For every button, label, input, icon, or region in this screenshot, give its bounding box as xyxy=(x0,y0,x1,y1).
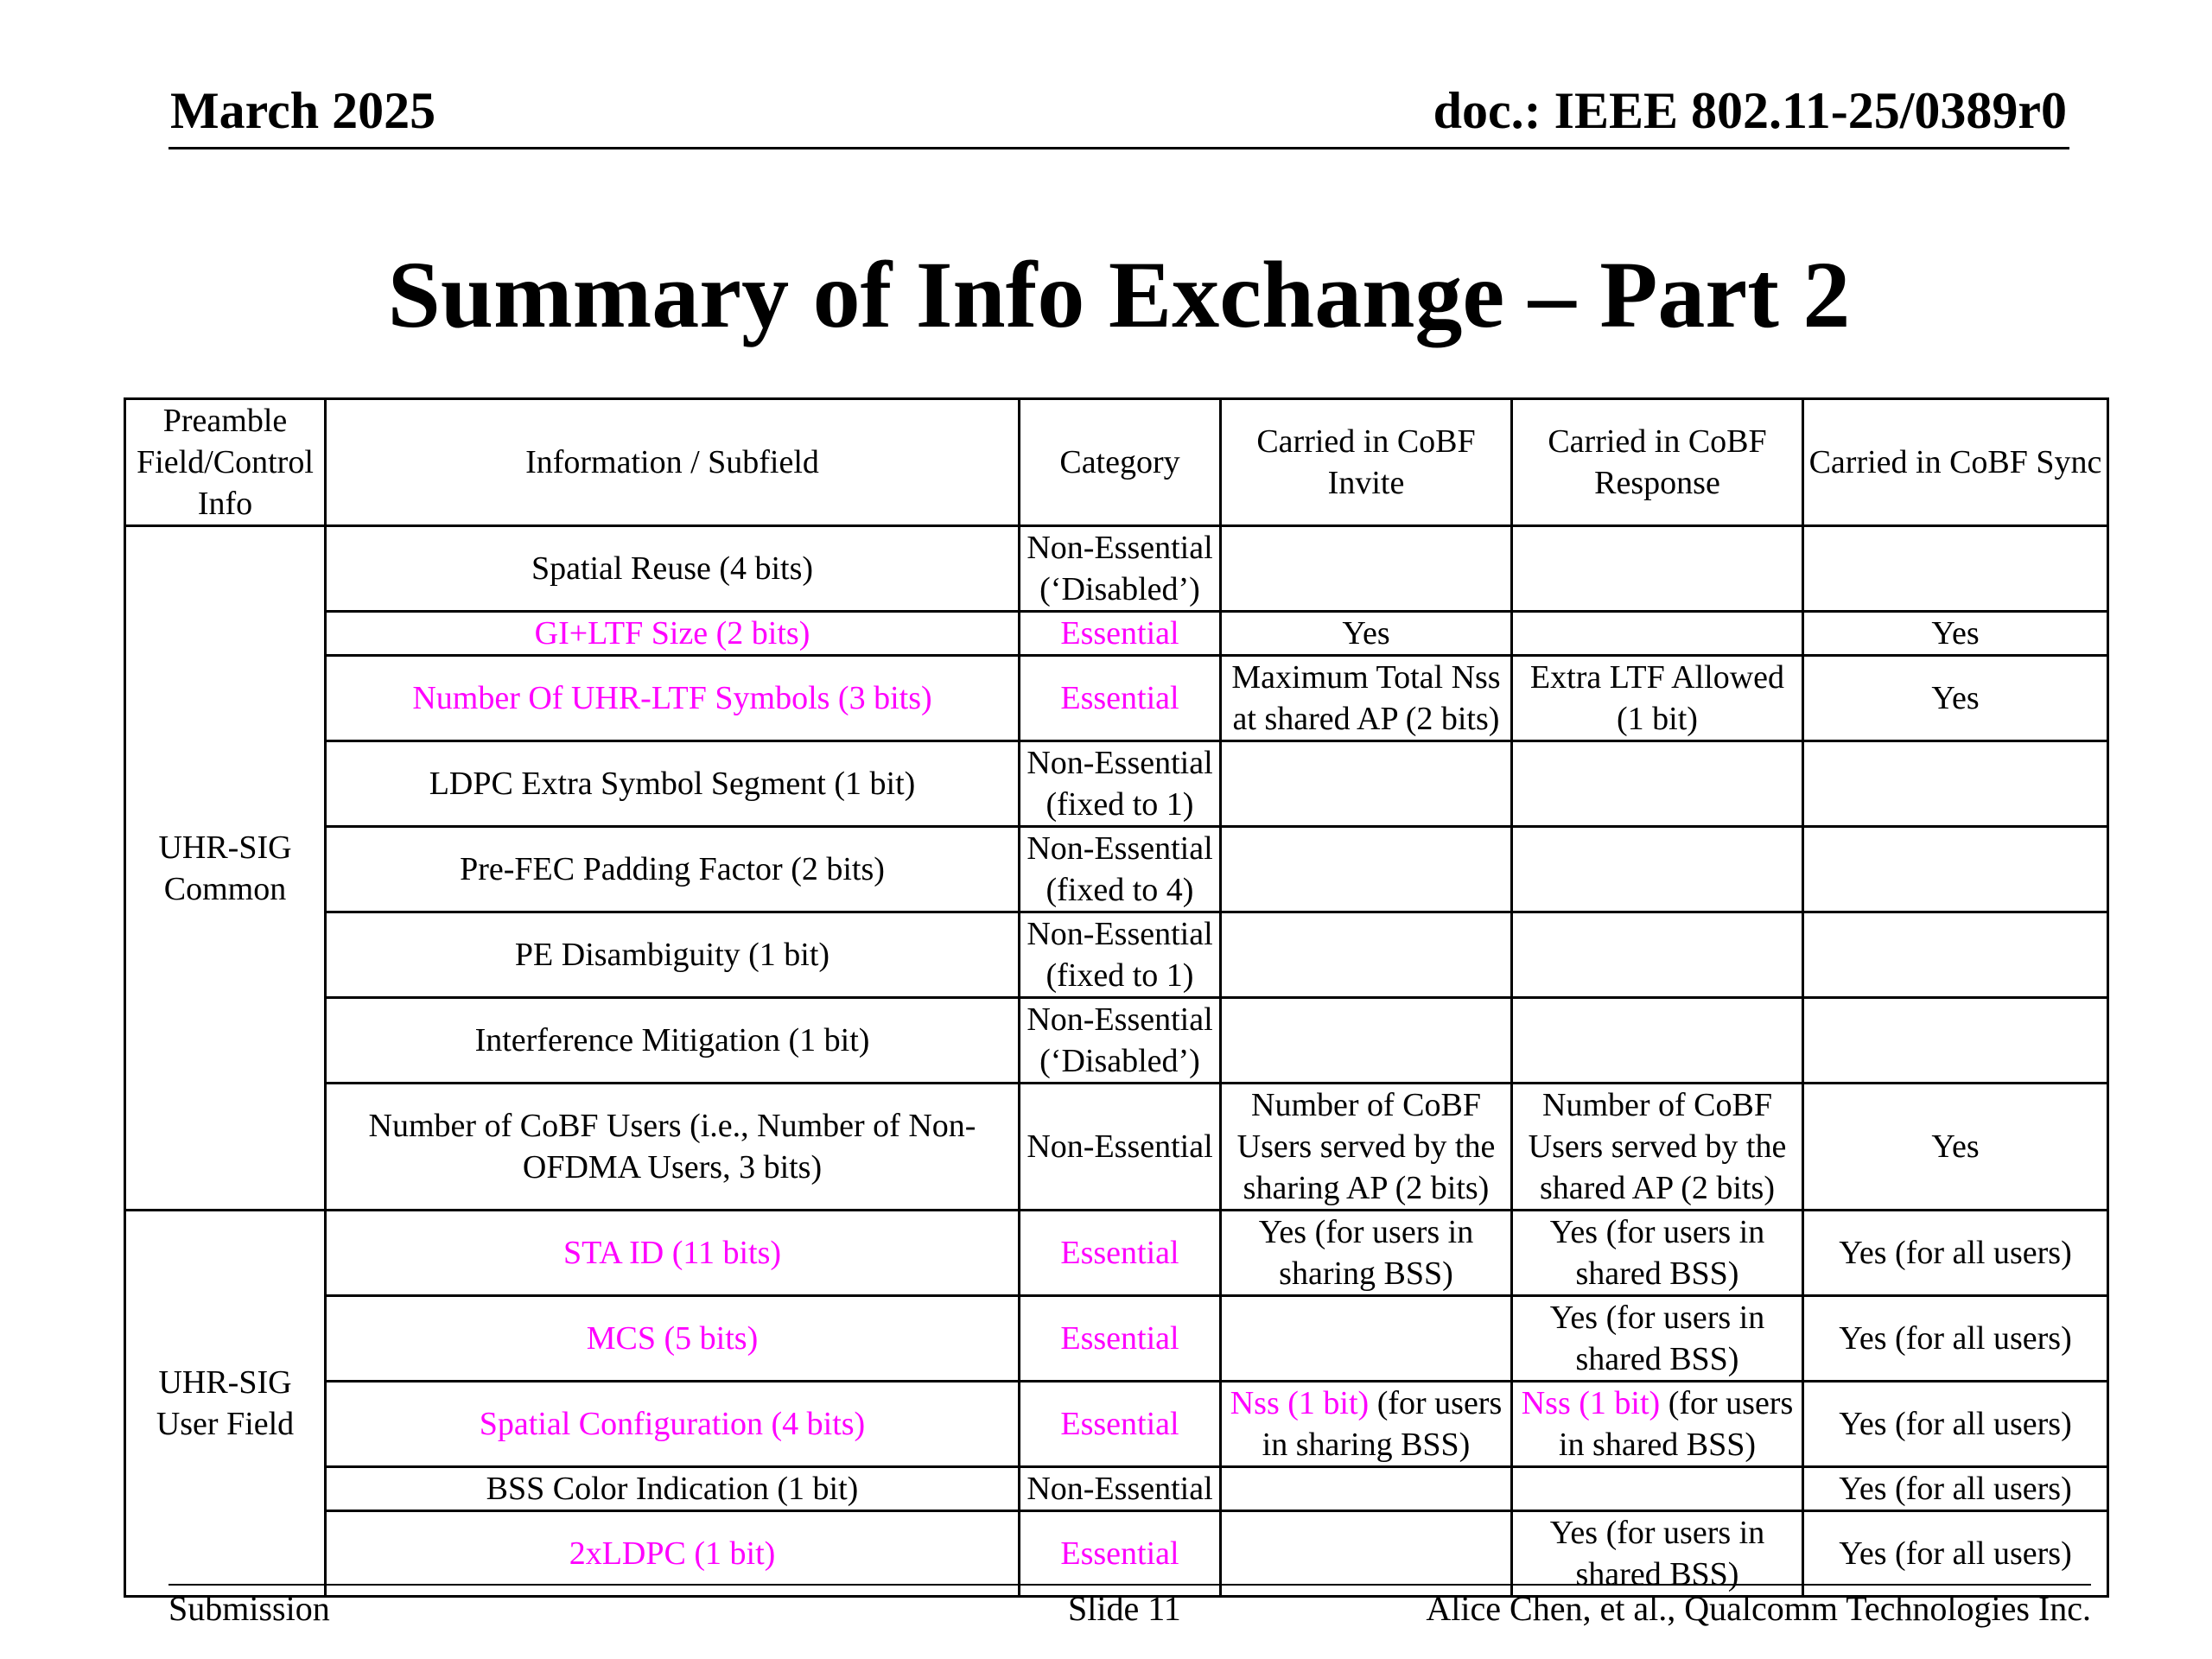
table-row xyxy=(125,1467,2108,1511)
cell-category: Essential xyxy=(1020,1296,1221,1382)
table-row xyxy=(125,1211,2108,1296)
cell-sync: Yes (for all users) xyxy=(1803,1296,2108,1382)
cell-sync xyxy=(1803,998,2108,1084)
cell-response: Yes (for users in shared BSS) xyxy=(1512,1211,1803,1296)
cell-response: Number of CoBF Users served by the shared AP (2 bits) xyxy=(1512,1084,1803,1211)
cell-response: Yes (for users in shared BSS) xyxy=(1512,1511,1803,1597)
cell-category: Essential xyxy=(1020,1511,1221,1597)
cell-category: Essential xyxy=(1020,1211,1221,1296)
cell-info: Spatial Configuration (4 bits) xyxy=(326,1382,1020,1467)
cell-category: Non-Essential (fixed to 4) xyxy=(1020,827,1221,912)
cell-info: GI+LTF Size (2 bits) xyxy=(326,612,1020,656)
cell-sync: Yes xyxy=(1803,612,2108,656)
response-nss-highlight: Nss (1 bit) xyxy=(1521,1385,1661,1421)
slide-title: Summary of Info Exchange – Part 2 xyxy=(387,242,1851,347)
table-row xyxy=(125,1296,2108,1382)
cell-invite xyxy=(1221,1467,1512,1511)
cell-info: STA ID (11 bits) xyxy=(326,1211,1020,1296)
cell-info: BSS Color Indication (1 bit) xyxy=(326,1467,1020,1511)
cell-response xyxy=(1512,741,1803,827)
cell-info: Spatial Reuse (4 bits) xyxy=(326,526,1020,612)
cell-response xyxy=(1512,827,1803,912)
table-row xyxy=(125,612,2108,656)
cell-invite xyxy=(1221,1382,1512,1467)
invite-nss-note: (for users in sharing BSS) xyxy=(1262,1385,1503,1463)
cell-response xyxy=(1512,912,1803,998)
table-header-row xyxy=(125,399,2108,526)
cell-invite xyxy=(1221,998,1512,1084)
footer-authors: Alice Chen, et al., Qualcomm Technologies Inc. xyxy=(1426,1589,2091,1628)
cell-sync: Yes (for all users) xyxy=(1803,1211,2108,1296)
cell-sync xyxy=(1803,912,2108,998)
table-row xyxy=(125,1382,2108,1467)
cell-category: Essential xyxy=(1020,656,1221,741)
cell-sync: Yes (for all users) xyxy=(1803,1382,2108,1467)
cell-category: Non-Essential (fixed to 1) xyxy=(1020,741,1221,827)
group-label-common: UHR-SIG Common xyxy=(125,526,326,1211)
invite-nss-highlight: Nss (1 bit) xyxy=(1230,1385,1370,1421)
cell-invite xyxy=(1221,827,1512,912)
cell-info: PE Disambiguity (1 bit) xyxy=(326,912,1020,998)
cell-info: Pre-FEC Padding Factor (2 bits) xyxy=(326,827,1020,912)
col-header-invite: Carried in CoBF Invite xyxy=(1221,399,1512,526)
table-row xyxy=(125,912,2108,998)
cell-category: Essential xyxy=(1020,1382,1221,1467)
cell-info: MCS (5 bits) xyxy=(326,1296,1020,1382)
cell-sync: Yes xyxy=(1803,656,2108,741)
cell-category: Non-Essential xyxy=(1020,1084,1221,1211)
group-label-user: UHR-SIG User Field xyxy=(125,1211,326,1597)
cell-sync: Yes xyxy=(1803,1084,2108,1211)
col-header-information: Information / Subfield xyxy=(326,399,1020,526)
table-row xyxy=(125,998,2108,1084)
cell-info: Number of CoBF Users (i.e., Number of Non-OFDMA Users, 3 bits) xyxy=(326,1084,1020,1211)
header-doc-id: doc.: IEEE 802.11-25/0389r0 xyxy=(1433,82,2067,139)
cell-info: LDPC Extra Symbol Segment (1 bit) xyxy=(326,741,1020,827)
cell-response xyxy=(1512,526,1803,612)
cell-response xyxy=(1512,612,1803,656)
cell-invite: Yes (for users in sharing BSS) xyxy=(1221,1211,1512,1296)
col-header-category: Category xyxy=(1020,399,1221,526)
cell-category: Non-Essential (‘Disabled’) xyxy=(1020,998,1221,1084)
cell-response xyxy=(1512,1382,1803,1467)
cell-invite xyxy=(1221,1296,1512,1382)
cell-invite: Maximum Total Nss at shared AP (2 bits) xyxy=(1221,656,1512,741)
footer-rule xyxy=(168,1584,2091,1586)
cell-response: Yes (for users in shared BSS) xyxy=(1512,1296,1803,1382)
cell-response: Extra LTF Allowed (1 bit) xyxy=(1512,656,1803,741)
cell-category: Non-Essential (‘Disabled’) xyxy=(1020,526,1221,612)
col-header-response: Carried in CoBF Response xyxy=(1512,399,1803,526)
table-row xyxy=(125,741,2108,827)
cell-category: Essential xyxy=(1020,612,1221,656)
cell-invite xyxy=(1221,912,1512,998)
table-row xyxy=(125,1084,2108,1211)
col-header-preamble: Preamble Field/Control Info xyxy=(125,399,326,526)
table-row xyxy=(125,827,2108,912)
cell-sync: Yes (for all users) xyxy=(1803,1511,2108,1597)
table-row xyxy=(125,526,2108,612)
cell-response xyxy=(1512,998,1803,1084)
table-row xyxy=(125,656,2108,741)
footer-submission: Submission xyxy=(168,1589,330,1628)
cell-sync xyxy=(1803,741,2108,827)
cell-category: Non-Essential (fixed to 1) xyxy=(1020,912,1221,998)
cell-response xyxy=(1512,1467,1803,1511)
col-header-sync: Carried in CoBF Sync xyxy=(1803,399,2108,526)
cell-invite xyxy=(1221,526,1512,612)
cell-category: Non-Essential xyxy=(1020,1467,1221,1511)
cell-info: Number Of UHR-LTF Symbols (3 bits) xyxy=(326,656,1020,741)
cell-invite: Number of CoBF Users served by the sharing AP (2 bits) xyxy=(1221,1084,1512,1211)
cell-sync xyxy=(1803,827,2108,912)
cell-sync xyxy=(1803,526,2108,612)
cell-info: Interference Mitigation (1 bit) xyxy=(326,998,1020,1084)
footer-slide-number: Slide 11 xyxy=(1068,1589,1181,1628)
header-date: March 2025 xyxy=(170,82,436,139)
cell-info: 2xLDPC (1 bit) xyxy=(326,1511,1020,1597)
cell-sync: Yes (for all users) xyxy=(1803,1467,2108,1511)
cell-invite: Yes xyxy=(1221,612,1512,656)
response-nss-note: (for users in shared BSS) xyxy=(1559,1385,1794,1463)
info-exchange-table xyxy=(124,397,2109,1598)
header-rule xyxy=(168,147,2069,149)
cell-invite xyxy=(1221,741,1512,827)
